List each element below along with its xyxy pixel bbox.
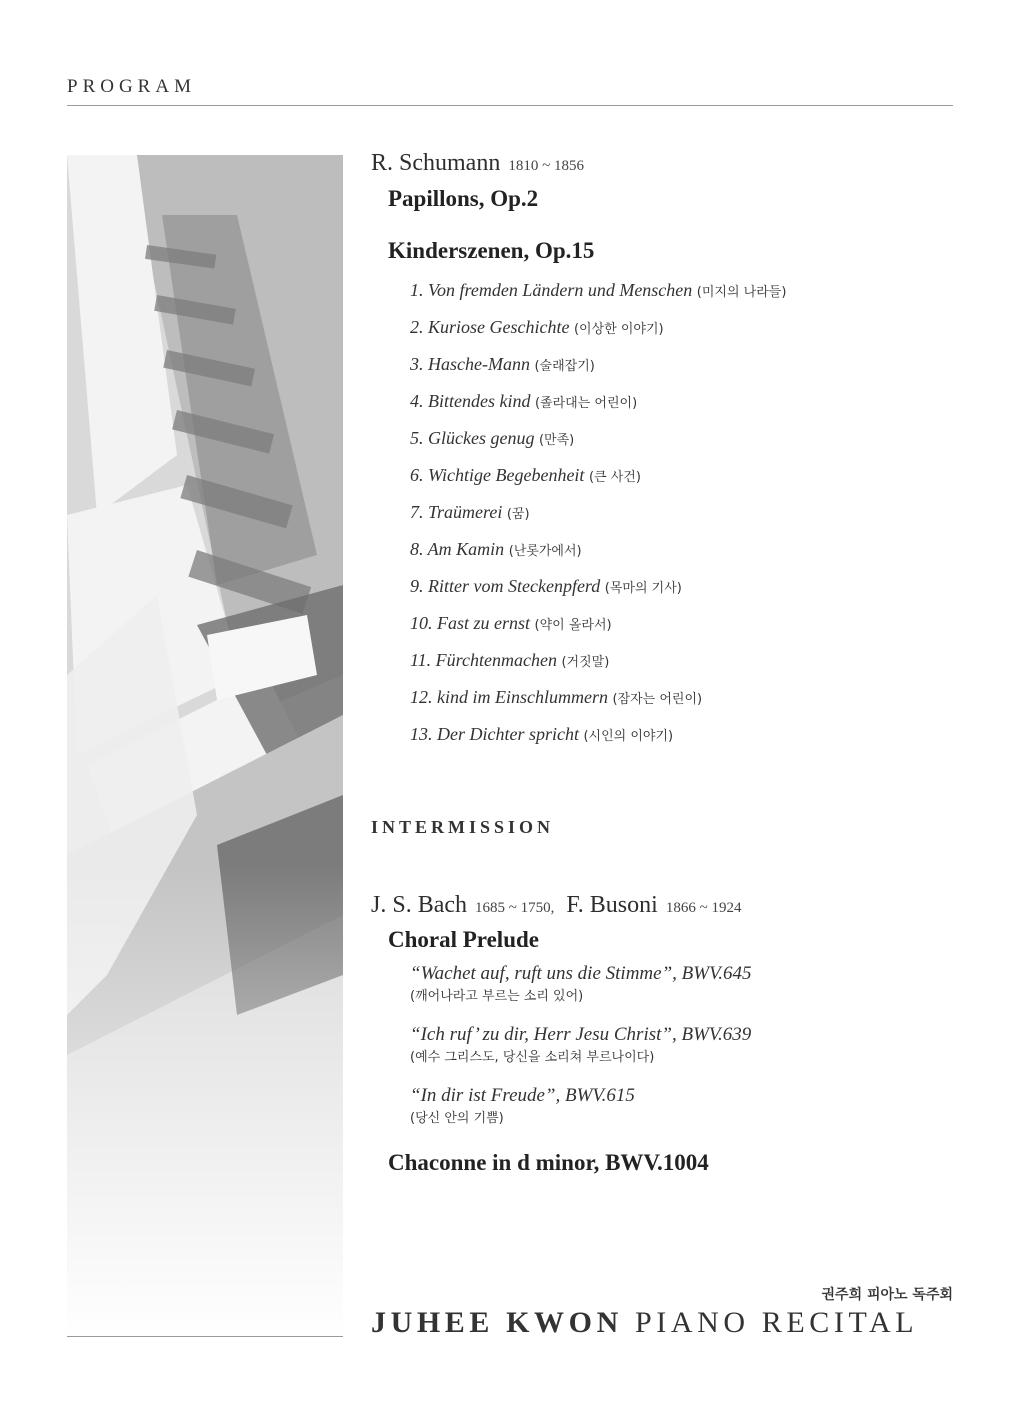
list-item: 2. Kuriose Geschichte (이상한 이야기)	[410, 317, 664, 337]
intermission-heading: INTERMISSION	[371, 817, 555, 837]
footer-divider	[67, 1336, 343, 1337]
composer-name: F. Busoni	[566, 892, 658, 918]
composer-years: 1866 ~ 1924	[665, 900, 742, 916]
recital-title	[371, 1306, 954, 1340]
list-item: 4. Bittendes kind (졸라대는 어린이)	[410, 391, 638, 411]
list-item: “In dir ist Freude”, BWV.615 (당신 안의 기쁨)	[410, 1085, 635, 1126]
list-item: 8. Am Kamin (난롯가에서)	[410, 539, 582, 559]
composer-name: R. Schumann	[371, 150, 501, 176]
list-item: 9. Ritter vom Steckenpferd (목마의 기사)	[410, 576, 682, 596]
list-item: 3. Hasche-Mann (술래잡기)	[410, 354, 595, 374]
list-item: 7. Traümerei (꿈)	[410, 502, 530, 522]
list-item: 12. kind im Einschlummern (잠자는 어린이)	[410, 687, 703, 707]
performer-name: JUHEE KWON	[371, 1306, 623, 1339]
composer-schumann	[371, 150, 961, 177]
work-chaconne: Chaconne in d minor, BWV.1004	[388, 1150, 709, 1175]
list-item: 1. Von fremden Ländern und Menschen (미지의 나라들)	[410, 280, 787, 300]
recital-korean-title: 권주희 피아노 독주회	[821, 1287, 953, 1303]
list-item: 6. Wichtige Begebenheit (큰 사건)	[410, 465, 641, 485]
list-item: 11. Fürchtenmachen (거짓말)	[410, 650, 610, 670]
composer-years: 1685 ~ 1750,	[475, 900, 555, 916]
composer-bach-busoni	[371, 892, 961, 919]
list-item: “Ich ruf’ zu dir, Herr Jesu Christ”, BWV.639 (예수 그리스도, 당신을 소리쳐 부르나이다)	[410, 1024, 752, 1065]
work-papillons: Papillons, Op.2	[388, 186, 539, 211]
composer-years: 1810 ~ 1856	[508, 158, 584, 174]
work-kinderszenen: Kinderszenen, Op.15	[388, 238, 595, 263]
movement-list	[371, 272, 961, 753]
program-content	[371, 150, 961, 1176]
program-header: PROGRAM	[67, 76, 196, 97]
list-item: 10. Fast zu ernst (약이 올라서)	[410, 613, 612, 633]
header-divider	[67, 105, 953, 106]
list-item: 5. Glückes genug (만족)	[410, 428, 575, 448]
list-item: “Wachet auf, ruft uns die Stimme”, BWV.645 (깨어나라고 부르는 소리 있어)	[410, 963, 752, 1004]
work-choral-prelude: Choral Prelude	[388, 927, 539, 952]
event-name: PIANO RECITAL	[634, 1306, 919, 1339]
piano-keys-image	[67, 155, 343, 1340]
composer-name: J. S. Bach	[371, 892, 467, 918]
chorale-list	[410, 961, 961, 1130]
list-item: 13. Der Dichter spricht (시인의 이야기)	[410, 724, 674, 744]
